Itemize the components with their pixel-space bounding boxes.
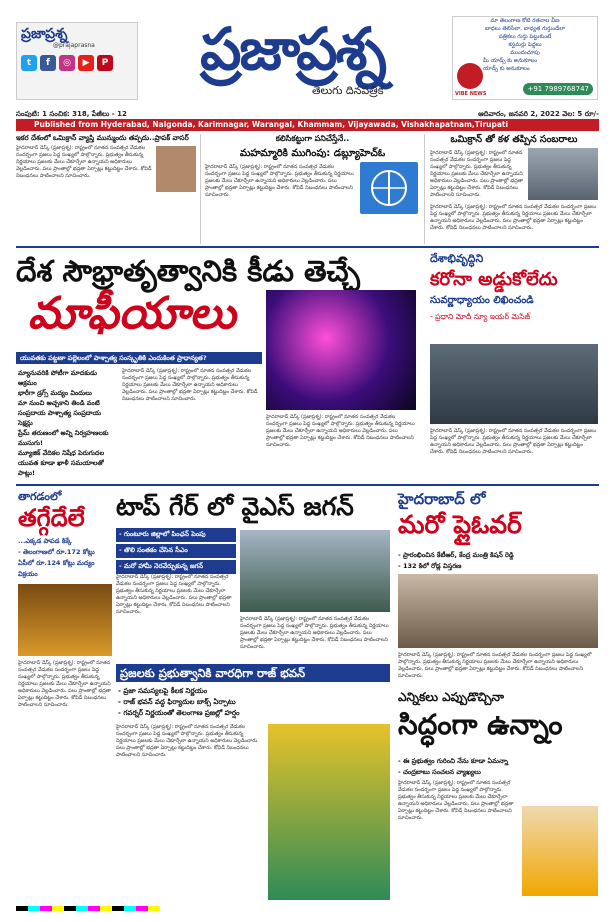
story-headline: కరోనా అడ్డుకోలేదు	[430, 269, 558, 290]
liquor-bullets	[18, 536, 116, 580]
modi-body: హైదరాబాద్ డెస్క్ (ప్రజాప్రశ్న): రాష్ట్రంలో నూతన సంవత్సర వేడుకల సందర్భంగా ప్రజలు పెద్ద సంఖ్యలో పాల్గొన్నారు. ప్రభుత్వం తీసుకున్న నిర్ణయాలు ప్రజలకు మేలు చేకూర్చేలా ఉన్నాయని అధికారులు వెల్లడించారు. పలు ప్రాంతాల్లో భద్రతా ఏర్పాట్లు కట్టుదిట్టం చేశారు. కోవిడ్ నిబంధనలు పాటించాలని సూచించారు.	[430, 428, 597, 455]
instagram-icon[interactable]: ◎	[59, 55, 75, 71]
facebook-icon[interactable]: f	[40, 55, 56, 71]
governor-photo	[268, 724, 390, 900]
jagan-body-2: హైదరాబాద్ డెస్క్ (ప్రజాప్రశ్న): రాష్ట్రంలో నూతన సంవత్సర వేడుకల సందర్భంగా ప్రజలు పెద్ద సంఖ్యలో పాల్గొన్నారు. ప్రభుత్వం తీసుకున్న నిర్ణయాలు ప్రజలకు మేలు చేకూర్చేలా ఉన్నాయని అధికారులు వెల్లడించారు. పలు ప్రాంతాల్లో భద్రతా ఏర్పాట్లు కట్టుదిట్టం చేశారు. కోవిడ్ నిబంధనలు పాటించాలని సూచించారు.	[240, 616, 389, 650]
modi-story[interactable]	[430, 252, 598, 323]
twitter-icon[interactable]: t	[21, 55, 37, 71]
bullet: - చంద్రబాబు సంచలన వ్యాఖ్యలు	[398, 768, 481, 776]
bullet: - తొలి సంతకం చేసిన సీఎం	[116, 544, 236, 558]
bullet: - రాజ్ భవన్ వద్ద ఫిర్యాదుల బాక్స్ ఏర్పాటు	[118, 698, 236, 706]
polls-headline: సిద్ధంగా ఉన్నాం	[398, 708, 563, 741]
story-body: హైదరాబాద్ డెస్క్ (ప్రజాప్రశ్న): రాష్ట్రంలో నూతన సంవత్సర వేడుకల సందర్భంగా ప్రజలు పెద్ద సంఖ్యలో పాల్గొన్నారు. ప్రభుత్వం తీసుకున్న నిర్ణయాలు ప్రజలకు మేలు చేకూర్చేలా ఉన్నాయని అధికారులు వెల్లడించారు. పలు ప్రాంతాల్లో భద్రతా ఏర్పాట్లు కట్టుదిట్టం చేశారు. కోవిడ్ నిబంధనలు పాటించాలని సూచించారు.	[16, 145, 152, 179]
person-photo	[156, 146, 196, 192]
vibe-logo-icon	[457, 63, 483, 89]
main-headline-line2: మాఫీయాలు	[28, 288, 236, 339]
bullet: మా నుంచి అచ్చకాని తిండి వంటి సంప్రదాయ పాశ్చాత్య సంప్రదాయ సెక్షన్లు	[18, 399, 101, 427]
liquor-headline: తగ్గేదేలే	[18, 504, 85, 532]
ad-line: పత్రికలు గుర్తు పెట్టుకుంటే	[498, 34, 552, 40]
story-body: హైదరాబాద్ డెస్క్ (ప్రజాప్రశ్న): రాష్ట్రంలో నూతన సంవత్సర వేడుకల సందర్భంగా ప్రజలు పెద్ద సంఖ్యలో పాల్గొన్నారు. ప్రభుత్వం తీసుకున్న నిర్ణయాలు ప్రజలకు మేలు చేకూర్చేలా ఉన్నాయని అధికారులు వెల్లడించారు. పలు ప్రాంతాల్లో భద్రతా ఏర్పాట్లు కట్టుదిట్టం చేశారు. కోవిడ్ నిబంధనలు పాటించాలని సూచించారు.	[430, 150, 524, 198]
bullet: - మరో హామీ నెరవేర్చుకున్న జగన్	[116, 560, 236, 574]
print-color-bar	[16, 906, 599, 911]
issue-number: సంపుటి: 1 సంచిక: 318, పేజీలు - 12	[16, 110, 127, 118]
story-who[interactable]	[200, 134, 425, 244]
ad-line: కస్టమర్లు పెద్దలు	[508, 42, 542, 48]
main-headline-line1: దేశ సౌభ్రాతృత్వానికి కీడు తెచ్చే	[16, 254, 360, 288]
polls-kicker: ఎన్నికలు ఎప్పుడొచ్చినా	[398, 690, 504, 704]
small-logo-text: ప్రజాప్రశ్న	[21, 26, 68, 42]
main-subheadline: యువతకు పట్టణా పల్లెలంలో పాశ్చాత్య సంస్కృతికి ఎందుకింత ప్రాధాన్యత?	[16, 352, 262, 364]
story-headline: ఒమిక్రాన్ తో కళ తప్పిన సంబరాలు	[450, 134, 578, 145]
bullet: - ఈ ప్రభుత్వం గురించి నేను కూడా ఏమన్నా	[398, 757, 509, 765]
story-body: హైదరాబాద్ డెస్క్ (ప్రజాప్రశ్న): రాష్ట్రంలో నూతన సంవత్సర వేడుకల సందర్భంగా ప్రజలు పెద్ద సంఖ్యలో పాల్గొన్నారు. ప్రభుత్వం తీసుకున్న నిర్ణయాలు ప్రజలకు మేలు చేకూర్చేలా ఉన్నాయని అధికారులు వెల్లడించారు. పలు ప్రాంతాల్లో భద్రతా ఏర్పాట్లు కట్టుదిట్టం చేశారు. కోవిడ్ నిబంధనలు పాటించాలని సూచించారు.	[205, 164, 354, 198]
bullet: మ్యూజిక్ వేదికల నిషేధ పెరుగుదల	[18, 449, 105, 457]
rajbhavan-headline: ప్రజలకు ప్రభుత్వానికి వారధిగా రాజ్ భవన్	[116, 664, 390, 682]
ad-brand: VIBE NEWS	[455, 91, 487, 97]
masthead-title: ప్రజాప్రశ్న	[200, 15, 385, 83]
flyover-photo	[398, 574, 598, 648]
main-bullets	[18, 368, 116, 478]
ad-line: బాధలు తెలిసేలా, బాధ్యత గుర్తుండేలా	[485, 26, 565, 32]
rajbhavan-bullets	[118, 686, 390, 719]
flyover-body: హైదరాబాద్ డెస్క్ (ప్రజాప్రశ్న): రాష్ట్రంలో నూతన సంవత్సర వేడుకల సందర్భంగా ప్రజలు పెద్ద సంఖ్యలో పాల్గొన్నారు. ప్రభుత్వం తీసుకున్న నిర్ణయాలు ప్రజలకు మేలు చేకూర్చేలా ఉన్నాయని అధికారులు వెల్లడించారు. పలు ప్రాంతాల్లో భద్రతా ఏర్పాట్లు కట్టుదిట్టం చేశారు. కోవిడ్ నిబంధనలు పాటించాలని సూచించారు.	[398, 652, 592, 679]
bullet: భారీగా డ్రగ్స్ మద్యం విందులు	[18, 389, 92, 397]
flyover-kicker: హైదరాబాద్ లో	[398, 490, 486, 508]
bullet: - ప్రజా సమస్యలపై కీలక నిర్ణయం	[118, 687, 208, 695]
flyover-headline: మరో ప్లైఓవర్	[398, 510, 522, 539]
bullet: - గవర్నర్ నిర్ణయంతో తెలంగాణ ప్రజల్లో హర్షం	[118, 709, 240, 717]
liquor-kicker: తాగడంలో	[18, 490, 62, 503]
bullet: ప్రేమ్ తరుణంలో అన్ని నిర్వహణలకు ముసుగు!	[18, 429, 109, 447]
who-logo-icon	[360, 162, 418, 214]
street-photo	[528, 148, 598, 200]
story-headline: మహమ్మారికి ముగింపు: డబ్ల్యూహెచ్ఓ	[239, 148, 386, 159]
bullet: - గుంటూరు జిల్లాలో పింఛన్ పెంపు	[116, 528, 236, 542]
bullet: - తెలంగాణలో రూ.172 కోట్లు	[18, 548, 95, 556]
story-body-2: హైదరాబాద్ డెస్క్ (ప్రజాప్రశ్న): రాష్ట్రంలో నూతన సంవత్సర వేడుకల సందర్భంగా ప్రజలు పెద్ద సంఖ్యలో పాల్గొన్నారు. ప్రభుత్వం తీసుకున్న నిర్ణయాలు ప్రజలకు మేలు చేకూర్చేలా ఉన్నాయని అధికారులు వెల్లడించారు. పలు ప్రాంతాల్లో భద్రతా ఏర్పాట్లు కట్టుదిట్టం చేశారు. కోవిడ్ నిబంధనలు పాటించాలని సూచించారు.	[430, 204, 597, 231]
liquor-body: హైదరాబాద్ డెస్క్ (ప్రజాప్రశ్న): రాష్ట్రంలో నూతన సంవత్సర వేడుకల సందర్భంగా ప్రజలు పెద్ద సంఖ్యలో పాల్గొన్నారు. ప్రభుత్వం తీసుకున్న నిర్ణయాలు ప్రజలకు మేలు చేకూర్చేలా ఉన్నాయని అధికారులు వెల్లడించారు. పలు ప్రాంతాల్లో భద్రతా ఏర్పాట్లు కట్టుదిట్టం చేశారు. కోవిడ్ నిబంధనలు పాటించాలని సూచించారు.	[18, 660, 112, 708]
bullet: మ్యానువరికి పోటీగా మాదకుడు అక్రమం	[18, 369, 98, 387]
jagan-photo	[240, 530, 390, 612]
main-body-col1: హైదరాబాద్ డెస్క్ (ప్రజాప్రశ్న): రాష్ట్రంలో నూతన సంవత్సర వేడుకల సందర్భంగా ప్రజలు పెద్ద సంఖ్యలో పాల్గొన్నారు. ప్రభుత్వం తీసుకున్న నిర్ణయాలు ప్రజలకు మేలు చేకూర్చేలా ఉన్నాయని అధికారులు వెల్లడించారు. పలు ప్రాంతాల్లో భద్రతా ఏర్పాట్లు కట్టుదిట్టం చేశారు. కోవిడ్ నిబంధనలు పాటించాలని సూచించారు.	[122, 368, 258, 402]
ad-phone[interactable]: +91 7989768747	[523, 83, 593, 95]
jagan-headline: టాప్ గేర్ లో వైఎస్ జగన్	[116, 492, 354, 521]
story-kicker: కలిసికట్టుగా పనిచేస్తేనే..	[275, 134, 350, 143]
pinterest-icon[interactable]: P	[97, 55, 113, 71]
bullet: - 132 కిలో రోడ్ల విస్తరణ	[398, 562, 462, 570]
story-subheadline: సువర్ణాధ్యాయం లిఖించండి	[430, 295, 534, 306]
published-from-bar: Published from Hyderabad, Nalgonda, Karimnagar, Warangal, Khammam, Vijayawada, Vishakhapatnam,Tirupati	[16, 119, 599, 131]
masthead-tagline: తెలుగు దినపత్రిక	[312, 84, 384, 97]
bullet: - ప్రారంభించిన కేటీఆర్, కేంద్ర మంత్రి కిషన్ రెడ్డి	[398, 551, 514, 559]
divider	[16, 246, 599, 248]
ad-line: ముందుచూపు	[510, 50, 540, 56]
issue-date-price: ఆదివారం, జనవరి 2, 2022 వెల: 5 రూ/-	[478, 110, 599, 118]
liquor-photo	[18, 584, 112, 656]
polls-body: హైదరాబాద్ డెస్క్ (ప్రజాప్రశ్న): రాష్ట్రంలో నూతన సంవత్సర వేడుకల సందర్భంగా ప్రజలు పెద్ద సంఖ్యలో పాల్గొన్నారు. ప్రభుత్వం తీసుకున్న నిర్ణయాలు ప్రజలకు మేలు చేకూర్చేలా ఉన్నాయని అధికారులు వెల్లడించారు. పలు ప్రాంతాల్లో భద్రతా ఏర్పాట్లు కట్టుదిట్టం చేశారు. కోవిడ్ నిబంధనలు పాటించాలని సూచించారు.	[398, 780, 514, 821]
story-credit: - ప్రధాని మోదీ న్యూ ఇయర్ మెసేజ్	[430, 312, 531, 321]
ad-offer: యాడ్స్ కు అనుకూలం	[483, 66, 530, 72]
logo-handle: @prajaprasna	[53, 42, 95, 49]
rajbhavan-body: హైదరాబాద్ డెస్క్ (ప్రజాప్రశ్న): రాష్ట్రంలో నూతన సంవత్సర వేడుకల సందర్భంగా ప్రజలు పెద్ద సంఖ్యలో పాల్గొన్నారు. ప్రభుత్వం తీసుకున్న నిర్ణయాలు ప్రజలకు మేలు చేకూర్చేలా ఉన్నాయని అధికారులు వెల్లడించారు. పలు ప్రాంతాల్లో భద్రతా ఏర్పాట్లు కట్టుదిట్టం చేశారు. కోవిడ్ నిబంధనలు పాటించాలని సూచించారు.	[116, 724, 259, 758]
flyover-bullets	[398, 550, 598, 572]
social-icons	[17, 49, 137, 77]
story-kicker: దేశాభివృద్ధిని	[430, 252, 484, 265]
main-body-col2: హైదరాబాద్ డెస్క్ (ప్రజాప్రశ్న): రాష్ట్రంలో నూతన సంవత్సర వేడుకల సందర్భంగా ప్రజలు పెద్ద సంఖ్యలో పాల్గొన్నారు. ప్రభుత్వం తీసుకున్న నిర్ణయాలు ప్రజలకు మేలు చేకూర్చేలా ఉన్నాయని అధికారులు వెల్లడించారు. పలు ప్రాంతాల్లో భద్రతా ఏర్పాట్లు కట్టుదిట్టం చేశారు. కోవిడ్ నిబంధనలు పాటించాలని సూచించారు.	[266, 414, 415, 448]
modi-photo	[430, 344, 598, 424]
small-logo-box	[16, 22, 138, 100]
ad-offer: మీ యాడ్స్ కు అనుకూలం	[483, 58, 538, 64]
bullet: ఏపీలో రూ.124 కోట్లు మద్యం విక్రయం	[18, 559, 95, 578]
polls-bullets	[398, 756, 598, 778]
jagan-body: హైదరాబాద్ డెస్క్ (ప్రజాప్రశ్న): రాష్ట్రంలో నూతన సంవత్సర వేడుకల సందర్భంగా ప్రజలు పెద్ద సంఖ్యలో పాల్గొన్నారు. ప్రభుత్వం తీసుకున్న నిర్ణయాలు ప్రజలకు మేలు చేకూర్చేలా ఉన్నాయని అధికారులు వెల్లడించారు. పలు ప్రాంతాల్లో భద్రతా ఏర్పాట్లు కట్టుదిట్టం చేశారు. కోవిడ్ నిబంధనలు పాటించాలని సూచించారు.	[116, 574, 232, 615]
youtube-icon[interactable]: ▶	[78, 55, 94, 71]
naidu-photo	[522, 806, 598, 896]
bullet: ...ఎక్కడ పాపడ కిక్కే	[18, 537, 72, 545]
bullet: యువత కూడా ఖాళీ సమయాలతో పాట్లు!	[18, 459, 104, 477]
divider	[16, 484, 599, 486]
jagan-bullets	[116, 528, 236, 574]
story-headline: ఇకర దేశంలో ఒమిక్రాన్ వ్యాప్తి మున్ముందు తప్పదు..ప్రాపక్ వాసర్	[16, 134, 189, 142]
vibe-news-ad[interactable]	[452, 16, 598, 100]
party-photo	[266, 290, 416, 410]
ad-line: మా తెలంగాణ కోటి రతనాల వీణ	[490, 18, 560, 24]
story-omicron-celebrations[interactable]	[430, 134, 598, 244]
story-omicron-warning[interactable]	[16, 134, 196, 244]
